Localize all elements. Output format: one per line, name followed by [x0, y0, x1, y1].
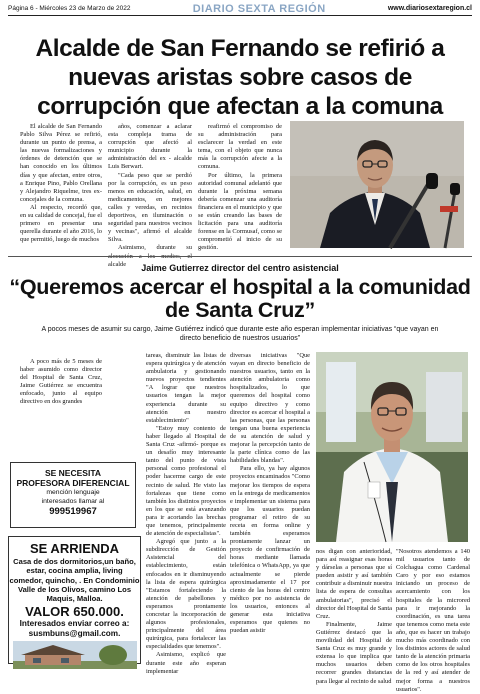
ad-title: SE NECESITA [44, 468, 102, 478]
article-1-column-2 [108, 123, 192, 269]
website-link[interactable]: www.diariosextaregion.cl [387, 5, 472, 12]
director-photo [316, 352, 468, 542]
paragraph: Para ello, ya hay algunos proyectos encaminados "Como mejorar los tiempos de espera en la entrega de medicamentos e implementar un sistema para que los usuarios puedan programar el retiro de su receta en forma online y también esperamos prontamente lanzar un proyecto de confirmación de horas mediante llamada telefónica o WhatsApp, ya que actualmente se pierde aproximadamente el 17 por ciento de las horas del centro médico por no asistencia de los usuarios, entonces al generar esta iniciativa esperamos que quienes no puedan asistir [230, 465, 310, 635]
paragraph: Asimismo, explicó que durante este año esperan implementar [146, 651, 226, 675]
article-1-column-1 [20, 123, 102, 244]
paragraph: Por último, la primera autoridad comunal adelantó que durante la próxima semana debería comenzar una auditoría financiera en el municipio y que se están creando las bases de licitación para una auditoría forense en la Cormusaf, como se comprometió al inicio de su gestión. [198, 171, 282, 252]
ad-phone-number[interactable]: 999519967 [49, 506, 97, 517]
article-1-headline: Alcalde de San Fernando se refirió a nuevas aristas sobre casos de corrupción que afectan a la comuna [35, 35, 445, 120]
section-divider [8, 256, 472, 257]
mayor-photo [290, 121, 464, 248]
article-2-column-5 [396, 548, 470, 694]
house-photo [13, 641, 137, 669]
paragraph: Finalmente, Jaime Gutiérrez destacó que la movilidad del Hospital de Santa Cruz es muy grande y extensa lo que implica que muchos usuarios deben recorrer grandes distancias para llegar al recinto de salud [316, 620, 392, 685]
paragraph: A poco más de 5 meses de haber asumido como director del Hospital de Santa Cruz, Jaime Gutiérrez se encuentra enfocado, junto al equipo directivo en dos grandes [20, 358, 102, 406]
paragraph: nos digan con anterioridad, para así reasignar esas horas y dárselas a personas que sí pueden asistir y así también contribuir a disminuir nuestra lista de espera de consultas ambulatorias", precisó el director del Hospital de Santa Cruz. [316, 548, 392, 620]
ad-subtitle: PROFESORA DIFERENCIAL [16, 478, 130, 488]
paragraph: tareas, disminuir las listas de espera quirúrgica y de atención ambulatoria y gestionando nuevos proyectos tendientes "A lograr que nuestros usuarios tengan la mejor experiencia durante su atención en nuestro establecimiento" [146, 352, 226, 424]
article-2-headline: “Queremos acercar el hospital a la comunidad de Santa Cruz” [9, 275, 471, 322]
ad-teacher-wanted [10, 462, 136, 528]
page-header [8, 2, 472, 16]
paragraph: Asimismo, durante su alocución a los medios, el alcalde [108, 244, 192, 268]
paragraph: Al respecto, recordó que, en su calidad de concejal, fue el primero en presentar una querella durante el año 2016, lo que permitió, luego de muchos [20, 203, 102, 244]
paragraph: "Nosotros atendemos a 140 mil usuarios tanto de Colchagua como Cardenal Caro y por eso estamos iniciando un proceso de acercamiento con los hospitales de la microred para ir mejorando la coordinación, es una tarea que tenemos como meta este año, que es hacer un trabajo mucho más coordinado con los distintos actores de salud tanto de la atención primaria como de los otros hospitales de la red y así atender de mejor forma a nuestros usuarios". [396, 548, 470, 693]
ad-detail: mención lenguaje [46, 489, 100, 496]
article-1-column-3 [198, 123, 282, 253]
paragraph: "Cada peso que se perdió por la corrupción, es un peso menos en educación, salud, en medicamentos, en mejores calles y veredas, en recintos deportivos, en iluminación o seguridad para nuestros vecinos y vecinas", afirmó el alcalde Silva. [108, 171, 192, 244]
article-2-column-2 [146, 352, 226, 676]
article-2-lead: A pocos meses de asumir su cargo, Jaime Gutiérrez indicó que durante este año esperan implementar iniciativas “que vayan en directo beneficio de nuestros usuarios” [41, 326, 439, 342]
paragraph: años, comenzar a aclarar esta compleja trama de corrupción que afectó al municipio durante la administración del ex - alcalde Luis Berwart. [108, 123, 192, 171]
article-2-kicker: Jaime Gutierrez director del centro asistencial [141, 263, 339, 273]
article-2-column-4 [316, 548, 392, 686]
ad-email[interactable]: susmbuns@gmail.com. [28, 629, 121, 639]
ad-contact-label: Interesados enviar correo a: [19, 619, 130, 629]
newspaper-brand: DIARIO SEXTA REGIÓN [192, 2, 326, 15]
article-2-column-3 [230, 352, 310, 635]
ad-price: VALOR 650.000. [25, 604, 124, 620]
paragraph: reafirmó el compromiso de su administración para esclarecer la verdad en este tema, con el objeto que nunca más la corrupción afecte a la comuna. [198, 123, 282, 171]
article-2-column-1 [20, 358, 102, 407]
paragraph: diversas iniciativas "Que vayan en directo beneficio de nuestros usuarios, tanto en la atención ambulatoria como hospitalizados, lo que queremos del hospital como equipo directivo y como director es acercar el hospital a las personas, que las personas tengan una buena experiencia de su atención de salud y mejorar la percepción tanto de la parte clínica como de las habilidades blandas". [230, 352, 310, 465]
ad-body: Casa de dos dormitorios,un baño, estar, cocina amplia, living comedor, quincho, . En Condominio Valle de los Olivos, camino Los Maquis, Malloa. [9, 557, 140, 604]
ad-call-text: interesados llamar al [41, 498, 105, 505]
paragraph: Agregó que junto a la subdirección de Gestión Asistencial del establecimiento, están enfocados en ir disminuyendo la lista de espera quirúrgica "Estamos fortaleciendo la atención de pabellones y esperamos prontamente concretar la incorporación de algunos profesionales, principalmente del área quirúrgica, para fortalecer las especialidades que tenemos". [146, 538, 226, 651]
ad-house-for-rent [8, 536, 141, 664]
paragraph: El alcalde de San Fernando Pablo Silva Pérez se refirió, durante un punto de prensa, a las nuevas formalizaciones y órdenes de detención que se han conocido en los últimos días y que afectan, entre otros, a Enrique Pino, Pablo Orellana y Alejandro Riquelme, tres ex-concejales de la comuna. [20, 123, 102, 203]
page-info: Página 6 - Miércoles 23 de Marzo de 2022 [8, 5, 131, 12]
paragraph: "Estoy muy contento de haber llegado al Hospital de Santa Cruz -afirmó- porque es un desafío muy interesante tanto del punto de vista personal como profesional el poder hacerme cargo de este recinto de salud. He visto las fortalezas que tiene como también los distintos proyectos en los que se está avanzando para ir acortando las brechas que tenemos, principalmente de atención de especialistas". [146, 424, 226, 538]
ad-title: SE ARRIENDA [29, 541, 120, 556]
